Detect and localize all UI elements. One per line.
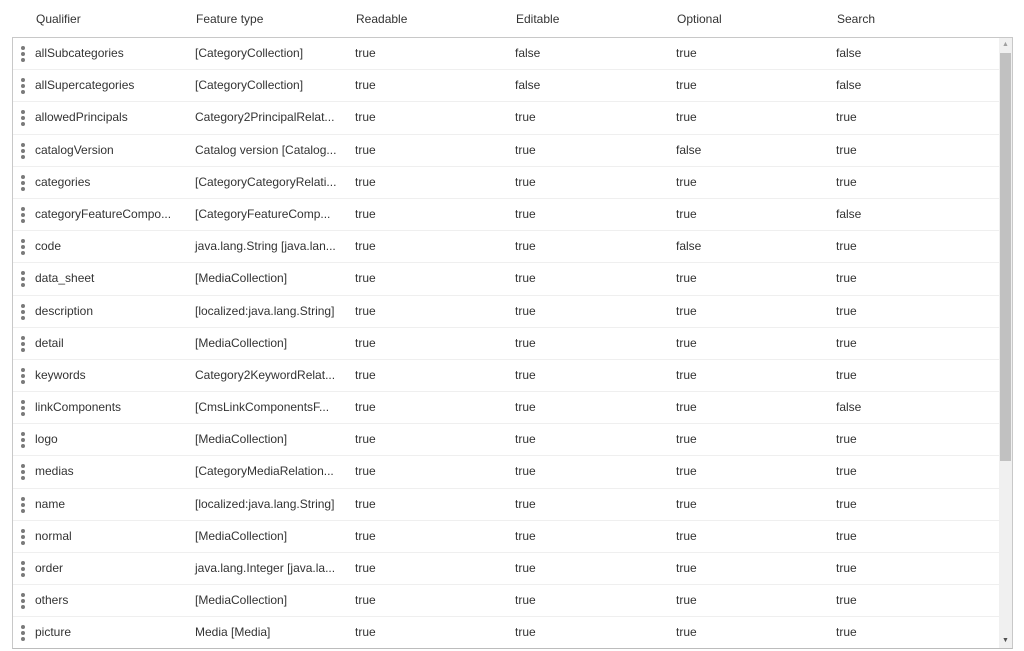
cell-optional: true (676, 561, 697, 575)
table-row[interactable] (13, 617, 1000, 649)
cell-optional: true (676, 625, 697, 640)
row-menu-icon[interactable] (20, 400, 26, 418)
cell-feature-type: [MediaCollection] (195, 335, 288, 350)
cell-editable: true (515, 271, 536, 286)
cell-search: true (836, 432, 857, 447)
attributes-grid (12, 37, 1013, 649)
table-row[interactable] (13, 263, 1000, 295)
cell-search: true (836, 496, 857, 511)
cell-feature-type: [CategoryMediaRelation... (195, 464, 334, 479)
cell-editable: false (515, 78, 541, 93)
table-row[interactable] (13, 456, 1000, 488)
cell-search: true (836, 142, 857, 157)
cell-qualifier: allSubcategories (35, 46, 124, 60)
cell-qualifier: medias (35, 464, 74, 479)
cell-qualifier: logo (35, 432, 58, 447)
cell-editable: false (515, 46, 541, 60)
cell-search: false (836, 206, 862, 221)
cell-qualifier: code (35, 239, 62, 254)
row-menu-icon[interactable] (20, 432, 26, 450)
column-header-feature-type[interactable]: Feature type (196, 12, 264, 26)
cell-search: false (836, 400, 862, 415)
row-menu-icon[interactable] (20, 46, 26, 64)
cell-feature-type: [localized:java.lang.String] (195, 496, 335, 511)
row-menu-icon[interactable] (20, 464, 26, 482)
cell-readable: true (355, 528, 376, 543)
cell-search: true (836, 561, 857, 575)
table-row[interactable] (13, 38, 1000, 70)
cell-optional: true (676, 206, 697, 221)
cell-qualifier: others (35, 593, 69, 608)
cell-feature-type: [CategoryCollection] (195, 78, 304, 93)
cell-optional: true (676, 78, 697, 93)
cell-editable: true (515, 367, 536, 382)
cell-optional: true (676, 367, 697, 382)
cell-search: false (836, 46, 862, 60)
cell-editable: true (515, 464, 536, 479)
cell-feature-type: [CategoryCollection] (195, 46, 304, 60)
cell-search: true (836, 593, 857, 608)
cell-qualifier: linkComponents (35, 400, 122, 415)
cell-feature-type: Category2PrincipalRelat... (195, 110, 335, 125)
cell-search: true (836, 625, 857, 640)
cell-readable: true (355, 496, 376, 511)
cell-editable: true (515, 303, 536, 318)
row-menu-icon[interactable] (20, 78, 26, 96)
scroll-down-arrow-icon[interactable]: ▼ (999, 634, 1012, 648)
cell-search: false (836, 78, 862, 93)
cell-readable: true (355, 271, 376, 286)
cell-optional: true (676, 593, 697, 608)
cell-feature-type: [MediaCollection] (195, 271, 288, 286)
row-menu-icon[interactable] (20, 561, 26, 579)
cell-qualifier: catalogVersion (35, 142, 114, 157)
cell-optional: true (676, 110, 697, 125)
cell-feature-type: [CategoryFeatureComp... (195, 206, 331, 221)
cell-optional: true (676, 464, 697, 479)
cell-feature-type: [MediaCollection] (195, 432, 288, 447)
table-row[interactable] (13, 553, 1000, 585)
row-menu-icon[interactable] (20, 271, 26, 289)
scrollbar-thumb[interactable] (1000, 53, 1011, 461)
row-menu-icon[interactable] (20, 207, 26, 225)
cell-editable: true (515, 142, 536, 157)
cell-qualifier: allowedPrincipals (35, 110, 128, 125)
table-row[interactable] (13, 392, 1000, 424)
cell-optional: true (676, 432, 697, 447)
row-menu-icon[interactable] (20, 593, 26, 611)
column-header-qualifier[interactable]: Qualifier (36, 12, 81, 26)
cell-optional: true (676, 271, 697, 286)
table-row[interactable] (13, 521, 1000, 553)
table-row[interactable] (13, 70, 1000, 102)
cell-optional: true (676, 528, 697, 543)
cell-qualifier: categories (35, 174, 91, 189)
cell-editable: true (515, 593, 536, 608)
cell-editable: true (515, 528, 536, 543)
cell-qualifier: allSupercategories (35, 78, 135, 93)
cell-readable: true (355, 464, 376, 479)
table-row[interactable] (13, 231, 1000, 263)
cell-qualifier: categoryFeatureCompo... (35, 206, 172, 221)
cell-readable: true (355, 303, 376, 318)
cell-editable: true (515, 400, 536, 415)
cell-optional: true (676, 335, 697, 350)
cell-readable: true (355, 46, 376, 60)
cell-feature-type: [CmsLinkComponentsF... (195, 400, 330, 415)
cell-search: true (836, 303, 857, 318)
cell-search: true (836, 110, 857, 125)
table-row[interactable] (13, 135, 1000, 167)
table-row[interactable] (13, 167, 1000, 199)
cell-feature-type: Category2KeywordRelat... (195, 367, 336, 382)
cell-readable: true (355, 561, 376, 575)
cell-qualifier: keywords (35, 367, 86, 382)
cell-readable: true (355, 78, 376, 93)
row-menu-icon[interactable] (20, 304, 26, 322)
row-menu-icon[interactable] (20, 336, 26, 354)
row-menu-icon[interactable] (20, 497, 26, 515)
cell-editable: true (515, 496, 536, 511)
cell-editable: true (515, 174, 536, 189)
cell-optional: true (676, 400, 697, 415)
cell-feature-type: [localized:java.lang.String] (195, 303, 335, 318)
cell-editable: true (515, 239, 536, 254)
cell-editable: true (515, 432, 536, 447)
cell-readable: true (355, 335, 376, 350)
cell-qualifier: picture (35, 625, 72, 640)
cell-search: true (836, 174, 857, 189)
cell-feature-type: [MediaCollection] (195, 593, 288, 608)
row-menu-icon[interactable] (20, 175, 26, 193)
cell-readable: true (355, 206, 376, 221)
cell-feature-type: java.lang.Integer [java.la... (195, 561, 336, 575)
row-menu-icon[interactable] (20, 368, 26, 386)
cell-readable: true (355, 110, 376, 125)
cell-qualifier: description (35, 303, 94, 318)
cell-optional: true (676, 174, 697, 189)
cell-feature-type: Catalog version [Catalog... (195, 142, 337, 157)
table-row[interactable] (13, 296, 1000, 328)
cell-readable: true (355, 142, 376, 157)
cell-qualifier: data_sheet (35, 271, 95, 286)
cell-editable: true (515, 206, 536, 221)
row-menu-icon[interactable] (20, 625, 26, 643)
cell-search: true (836, 528, 857, 543)
cell-feature-type: java.lang.String [java.lan... (195, 239, 336, 254)
cell-editable: true (515, 110, 536, 125)
cell-qualifier: order (35, 561, 64, 575)
grid-body (13, 38, 1000, 649)
cell-readable: true (355, 367, 376, 382)
cell-feature-type: [CategoryCategoryRelati... (195, 174, 337, 189)
cell-search: true (836, 271, 857, 286)
cell-optional: false (676, 239, 702, 254)
cell-readable: true (355, 625, 376, 640)
table-row[interactable] (13, 199, 1000, 231)
column-header-editable[interactable]: Editable (516, 12, 560, 26)
cell-search: true (836, 367, 857, 382)
vertical-scrollbar[interactable] (999, 38, 1012, 648)
cell-editable: true (515, 335, 536, 350)
scroll-up-arrow-icon[interactable]: ▲ (999, 38, 1012, 52)
cell-optional: true (676, 496, 697, 511)
cell-search: true (836, 239, 857, 254)
row-menu-icon[interactable] (20, 239, 26, 257)
table-row[interactable] (13, 489, 1000, 521)
cell-readable: true (355, 174, 376, 189)
cell-readable: true (355, 432, 376, 447)
row-menu-icon[interactable] (20, 110, 26, 128)
cell-qualifier: normal (35, 528, 72, 543)
cell-readable: true (355, 593, 376, 608)
table-row[interactable] (13, 360, 1000, 392)
table-row[interactable] (13, 424, 1000, 456)
table-header (12, 0, 1013, 37)
cell-editable: true (515, 561, 536, 575)
column-header-optional[interactable]: Optional (677, 12, 722, 26)
cell-optional: true (676, 46, 697, 60)
column-header-readable[interactable]: Readable (356, 12, 408, 26)
cell-editable: true (515, 625, 536, 640)
cell-qualifier: detail (35, 335, 64, 350)
row-menu-icon[interactable] (20, 529, 26, 547)
cell-search: true (836, 335, 857, 350)
row-menu-icon[interactable] (20, 143, 26, 161)
cell-feature-type: [MediaCollection] (195, 528, 288, 543)
cell-readable: true (355, 400, 376, 415)
cell-search: true (836, 464, 857, 479)
cell-optional: true (676, 303, 697, 318)
table-row[interactable] (13, 102, 1000, 134)
column-header-search[interactable]: Search (837, 12, 876, 26)
table-row[interactable] (13, 328, 1000, 360)
cell-qualifier: name (35, 496, 66, 511)
cell-optional: false (676, 142, 702, 157)
table-row[interactable] (13, 585, 1000, 617)
cell-readable: true (355, 239, 376, 254)
cell-feature-type: Media [Media] (195, 625, 271, 640)
